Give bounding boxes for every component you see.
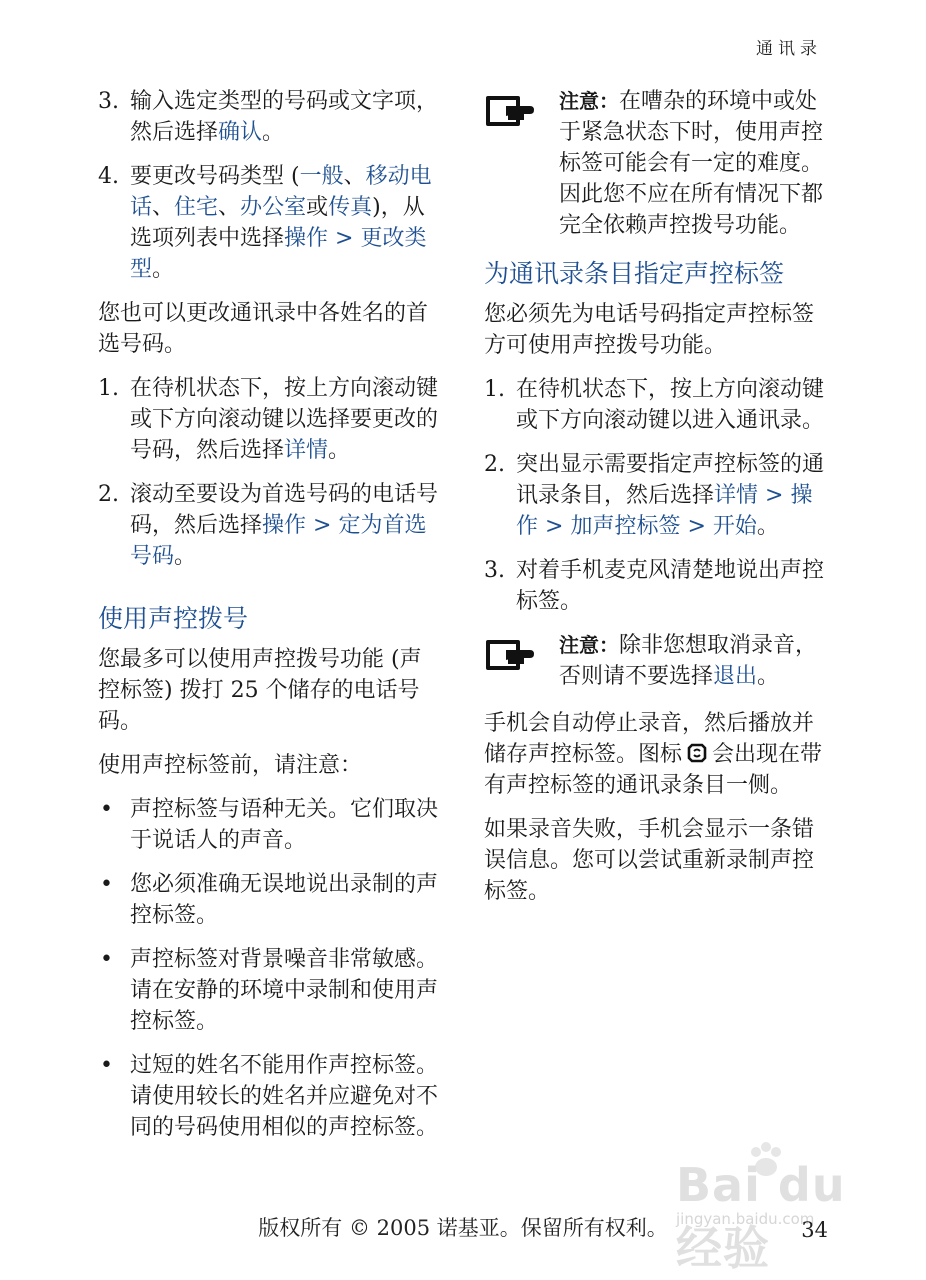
body-text: 、 bbox=[152, 195, 175, 220]
paragraph-primary-number: 您也可以更改通讯录中各姓名的首选号码。 bbox=[98, 301, 429, 357]
numbered-step bbox=[98, 373, 443, 466]
body-text: )，从选项列表中选择 bbox=[130, 195, 425, 251]
footer-copyright: 版权所有 © 2005 诺基亚。保留所有权利。 bbox=[258, 1216, 668, 1240]
bullet-text: 过短的姓名不能用作声控标签。请使用较长的姓名并应避免对不同的号码使用相似的声控标签。 bbox=[130, 1053, 439, 1140]
heading-assign-voice-tag: 为通讯录条目指定声控标签 bbox=[484, 259, 785, 288]
menu-path-text: 操作 bbox=[284, 226, 329, 251]
menu-path-text: > bbox=[758, 483, 791, 508]
paragraph-auto-stop bbox=[484, 708, 829, 801]
menu-path-text: > bbox=[328, 226, 361, 251]
step-number: 3. bbox=[484, 558, 505, 583]
steps-list-assign bbox=[484, 374, 829, 617]
numbered-step bbox=[98, 161, 443, 285]
bullet-marker: • bbox=[100, 947, 113, 972]
steps-list-primary bbox=[98, 373, 443, 572]
menu-path-text: 开始 bbox=[712, 514, 757, 539]
body-text: 、 bbox=[343, 164, 366, 189]
note-text: 在嘈杂的环境中或处于紧急状态下时，使用声控标签可能会有一定的难度。因此您不应在所有情况下都完全依赖声控拨号功能。 bbox=[559, 89, 824, 238]
numbered-step bbox=[98, 479, 443, 572]
body-text: 要更改号码类型 ( bbox=[130, 164, 300, 189]
bullet-marker: • bbox=[100, 1053, 113, 1078]
right-column bbox=[484, 86, 829, 920]
bullet-text: 声控标签与语种无关。它们取决于说话人的声音。 bbox=[130, 797, 439, 853]
body-text: 、 bbox=[218, 195, 241, 220]
numbered-step bbox=[98, 86, 443, 148]
body-text: 除非您想取消录音，否则请不要选择 bbox=[559, 633, 818, 689]
running-header: 通讯录 bbox=[756, 39, 822, 59]
body-text: 。 bbox=[152, 257, 175, 282]
step-number: 4. bbox=[98, 164, 119, 189]
heading-voice-dialing: 使用声控拨号 bbox=[98, 604, 249, 633]
menu-path-text: 操作 bbox=[516, 483, 813, 539]
numbered-step bbox=[484, 555, 829, 617]
step-number: 1. bbox=[484, 377, 505, 402]
paragraph-voice-intro: 您最多可以使用声控拨号功能 (声控标签) 拨打 25 个储存的电话号码。 bbox=[98, 647, 422, 734]
watermark-url: jingyan.baidu.com bbox=[676, 1210, 815, 1228]
paragraph-auto-stop-b: 会出现在带有声控标签的通讯录条目一侧。 bbox=[484, 742, 823, 798]
left-column bbox=[98, 86, 443, 1156]
paragraph-assign-intro: 您必须先为电话号码指定声控标签方可使用声控拨号功能。 bbox=[484, 302, 815, 358]
body-text: 对着手机麦克风清楚地说出声控标签。 bbox=[516, 558, 825, 614]
menu-path-text: 定为首选号码 bbox=[130, 513, 427, 569]
step-number: 2. bbox=[484, 452, 505, 477]
numbered-step bbox=[484, 449, 829, 542]
paragraph-auto-stop-a: 手机会自动停止录音，然后播放并储存声控标签。图标 bbox=[484, 711, 815, 767]
page-number: 34 bbox=[801, 1218, 828, 1242]
note-hand-icon bbox=[484, 638, 536, 672]
body-text: 。 bbox=[262, 120, 285, 145]
note-hand-icon bbox=[484, 94, 536, 128]
menu-path-text: 详情 bbox=[714, 483, 759, 508]
note-label: 注意： bbox=[559, 89, 619, 113]
body-text: 。 bbox=[756, 514, 779, 539]
menu-path-text: 传真 bbox=[328, 195, 373, 220]
menu-path-text: > bbox=[680, 514, 713, 539]
body-text: 在待机状态下，按上方向滚动键或下方向滚动键以选择要更改的号码，然后选择 bbox=[130, 376, 439, 463]
body-text: 输入选定类型的号码或文字项，然后选择 bbox=[130, 89, 439, 145]
bullet-marker: • bbox=[100, 872, 113, 897]
note-label: 注意： bbox=[559, 633, 619, 657]
bullet-text: 您必须准确无误地说出录制的声控标签。 bbox=[130, 872, 439, 928]
body-text: 。 bbox=[757, 664, 780, 689]
numbered-step bbox=[484, 374, 829, 436]
body-text: 突出显示需要指定声控标签的通讯录条目，然后选择 bbox=[516, 452, 825, 508]
bullet-item bbox=[98, 794, 443, 856]
menu-path-text: 详情 bbox=[284, 438, 329, 463]
step-number: 3. bbox=[98, 89, 119, 114]
menu-path-text: 加声控标签 bbox=[570, 514, 681, 539]
menu-path-text: 更改类型 bbox=[130, 226, 427, 282]
step-number: 2. bbox=[98, 482, 119, 507]
note-noisy-environment bbox=[484, 86, 829, 241]
body-text: 在待机状态下，按上方向滚动键或下方向滚动键以进入通讯录。 bbox=[516, 377, 825, 433]
bullet-marker: • bbox=[100, 797, 113, 822]
step-number: 1. bbox=[98, 376, 119, 401]
menu-path-text: 确认 bbox=[218, 120, 263, 145]
body-text: 或 bbox=[306, 195, 329, 220]
paragraph-record-failure: 如果录音失败，手机会显示一条错误信息。您可以尝试重新录制声控标签。 bbox=[484, 817, 815, 904]
body-text: 滚动至要设为首选号码的电话号码，然后选择 bbox=[130, 482, 439, 538]
bullet-list-voice-tags bbox=[98, 794, 443, 1143]
watermark-brand: Bai du 经验 bbox=[676, 1158, 846, 1275]
menu-path-text: 一般 bbox=[299, 164, 344, 189]
bullet-text: 声控标签对背景噪音非常敏感。请在安静的环境中录制和使用声控标签。 bbox=[130, 947, 439, 1034]
steps-list-change-type bbox=[98, 86, 443, 285]
body-text: 。 bbox=[174, 544, 197, 569]
bullet-item bbox=[98, 869, 443, 931]
menu-path-text: 住宅 bbox=[174, 195, 219, 220]
voice-tag-icon bbox=[686, 742, 708, 764]
menu-path-text: > bbox=[538, 514, 571, 539]
menu-path-text: 办公室 bbox=[240, 195, 307, 220]
menu-path-text: 操作 bbox=[262, 513, 307, 538]
menu-path-text: > bbox=[306, 513, 339, 538]
menu-path-text: 退出 bbox=[713, 664, 758, 689]
paragraph-voice-notice: 使用声控标签前，请注意： bbox=[98, 753, 363, 778]
bullet-item bbox=[98, 944, 443, 1037]
body-text: 。 bbox=[328, 438, 351, 463]
note-cancel-recording bbox=[484, 630, 829, 692]
menu-path-text: 移动电话 bbox=[130, 164, 432, 220]
bullet-item bbox=[98, 1050, 443, 1143]
